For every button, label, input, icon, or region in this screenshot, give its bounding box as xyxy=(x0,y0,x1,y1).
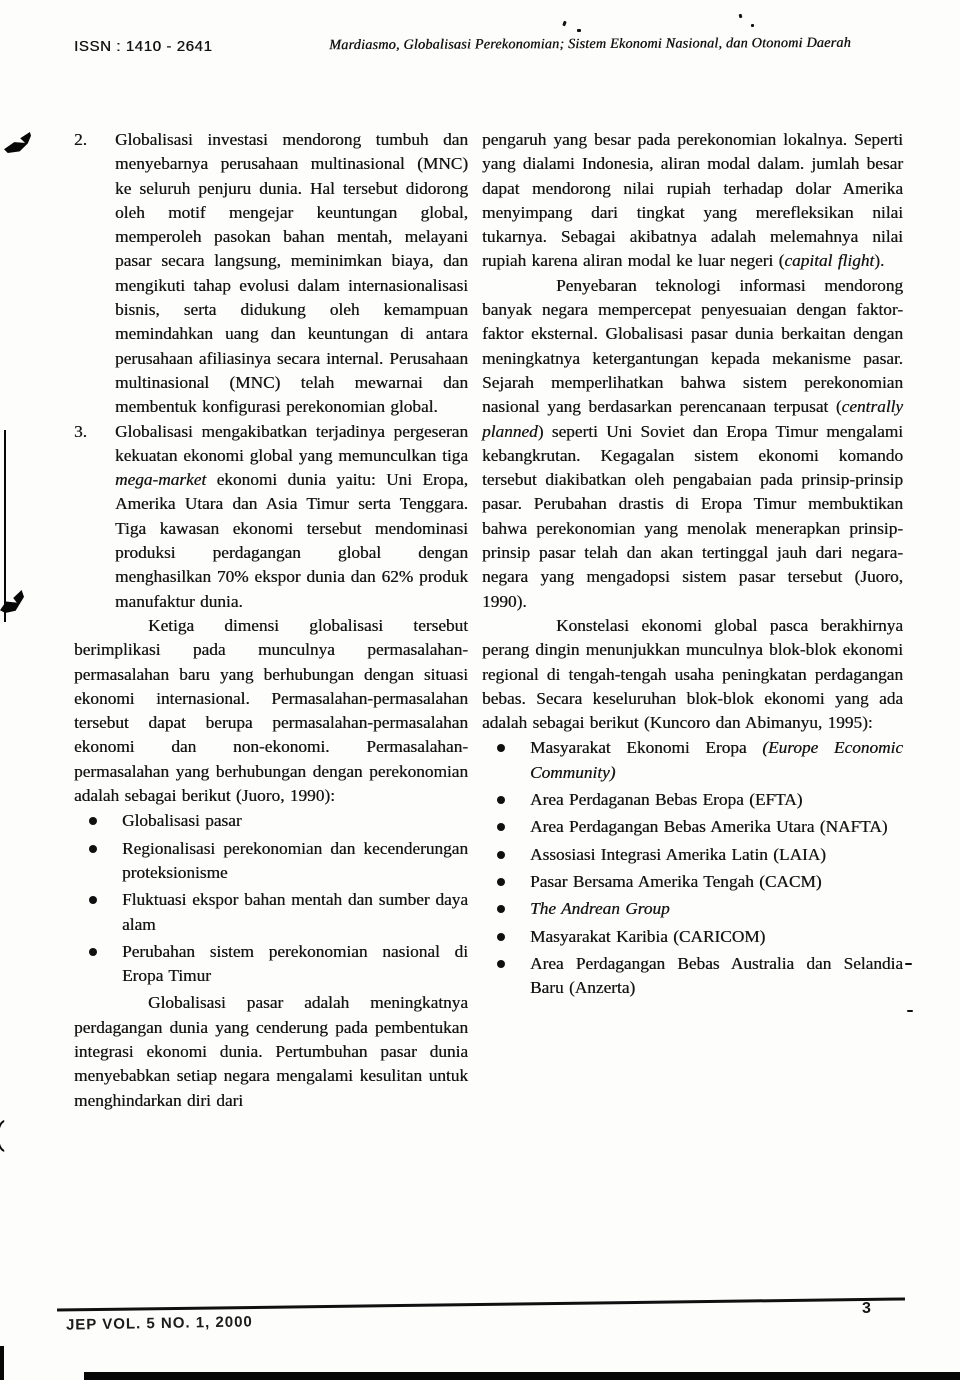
issn-label: ISSN : 1410 - 2641 xyxy=(74,38,213,55)
list-item: Regionalisasi perekonomian dan kecenderungan proteksionisme xyxy=(74,837,468,886)
list-item: Area Perdagangan Bebas Australia dan Selandia Baru (Anzerta) xyxy=(482,952,903,1001)
page-number: 3 xyxy=(862,1300,871,1317)
numbered-item-2 xyxy=(74,128,468,420)
list-item xyxy=(482,897,903,921)
footer-rule xyxy=(57,1297,905,1311)
paragraph-penyebaran: Penyebaran teknologi informasi mendorong banyak negara mempercepat penyesuaian dengan faktor-faktor eksternal. Globalisasi pasar dunia berkaitan dengan meningkatnya ketergantungan kepada mekanisme pasar. Sejarah memperlihatkan bahwa sistem perekonomian nasional yang berdasarkan perencanaan terpusat (centrally planned) seperti Uni Soviet dan Eropa Timur mengalami kebangkrutan. Kegagalan sistem ekonomi komando tersebut diakibatkan oleh pengabaian pada prinsip-prinsip pasar. Perubahan drastis di Eropa Timur membuktikan bahwa perekonomian yang menolak menerapkan prinsip-prinsip pasar telah dan akan tertinggal jauh dari negara-negara yang mengadopsi sistem pasar tersebut (Juoro, 1990). xyxy=(482,275,903,611)
journal-volume-label: JEP VOL. 5 NO. 1, 2000 xyxy=(65,1313,253,1334)
scan-mark-artifact xyxy=(0,1346,4,1380)
item-number: 3. xyxy=(74,421,87,441)
paragraph-globalisasi-pasar: Globalisasi pasar adalah meningkatnya perdagangan dunia yang cenderung pada pembentukan integrasi ekonomi dunia. Pertumbuhan pasar dunia menyebabkan setiap negara mengalami kesulitan untuk menghindarkan diri dari xyxy=(74,993,468,1110)
item-text: Globalisasi mengakibatkan terjadinya pergeseran kekuatan ekonomi global yang memunculkan tiga mega-market ekonomi dunia yaitu: Uni Eropa, Amerika Utara dan Asia Timur serta Tenggara. Tiga kawasan ekonomi tersebut mendominasi produksi perdagangan global dengan menghasilkan 70% ekspor dunia dan 62% produk manufaktur dunia. xyxy=(115,421,468,611)
italic-phrase: mega-market xyxy=(115,470,207,490)
bullet-list-left xyxy=(74,809,468,988)
italic-phrase: capital flight xyxy=(784,251,875,271)
list-item: Area Perdaganan Bebas Eropa (EFTA) xyxy=(482,788,903,812)
italic-phrase: (Europe Economic Community) xyxy=(530,738,903,782)
speck-artifact xyxy=(739,14,743,19)
bullet-list-right xyxy=(482,736,903,1000)
speck-artifact xyxy=(577,29,581,32)
column-right xyxy=(482,128,903,1003)
speck-artifact xyxy=(907,1010,913,1012)
list-item: Fluktuasi ekspor bahan mentah dan sumber daya alam xyxy=(74,888,468,937)
numbered-item-3 xyxy=(74,420,468,614)
item-text: Globalisasi investasi mendorong tumbuh dan menyebarnya perusahaan multinasional (MNC) ke seluruh penjuru dunia. Hal tersebut didorong oleh motif mengejar keuntungan global, memperoleh pasokan bahan mentah, melayani pasar secara langsung, meminimkan biaya, dan mengikuti tahap evolusi dalam internasionalisasi bisnis, serta didukung oleh kemampuan memindahkan uang dan keuntungan di antara perusahaan afiliasinya secara internal. Perusahaan multinasional (MNC) telah mewarnai dan membentuk konfigurasi perekonomian global. xyxy=(115,130,468,417)
column-left xyxy=(74,128,468,1113)
speck-artifact xyxy=(562,21,567,27)
list-item: Pasar Bersama Amerika Tengah (CACM) xyxy=(482,870,903,894)
ink-blob-artifact xyxy=(4,132,31,153)
speck-artifact xyxy=(751,24,754,27)
scan-edge-artifact xyxy=(84,1372,960,1380)
list-item: Globalisasi pasar xyxy=(74,809,468,833)
paragraph-ketiga: Ketiga dimensi globalisasi tersebut berimplikasi pada munculnya permasalahan-permasalahan baru yang berhubungan dengan situasi ekonomi internasional. Permasalahan-permasalahan tersebut dapat berupa permasalahan-permasalahan ekonomi dan non-ekonomi. Permasalahan-permasalahan yang berhubungan dengan perekonomian adalah sebagai berikut (Juoro, 1990): xyxy=(74,615,468,806)
list-item: Masyarakat Karibia (CARICOM) xyxy=(482,925,903,949)
scan-line-artifact xyxy=(4,430,6,622)
scan-mark-artifact xyxy=(0,1120,13,1152)
speck-artifact xyxy=(905,963,912,965)
list-item: Area Perdagangan Bebas Amerika Utara (NAFTA) xyxy=(482,815,903,839)
paragraph-konstelasi: Konstelasi ekonomi global pasca berakhirnya perang dingin menunjukkan munculnya blok-blok ekonomi regional di tengah-tengah usaha peningkatan perdagangan bebas. Secara keseluruhan blok-blok ekonomi yang ada adalah sebagai berikut (Kuncoro dan Abimanyu, 1995): xyxy=(482,615,903,733)
list-item: Masyarakat Ekonomi Eropa (Europe Economic Community) xyxy=(482,736,903,785)
list-item: Perubahan sistem perekonomian nasional di Eropa Timur xyxy=(74,940,468,989)
item-number: 2. xyxy=(74,130,87,149)
italic-phrase: The Andrean Group xyxy=(530,899,670,919)
paragraph-continuation: pengaruh yang besar pada perekonomian lokalnya. Seperti yang dialami Indonesia, aliran modal dalam. jumlah besar dapat mendorong nilai rupiah terhadap dolar Amerika menyimpang dari tingkat yang merefleksikan nilai tukarnya. Sebagai akibatnya adalah melemahnya nilai rupiah karena aliran modal ke luar negeri (capital flight). xyxy=(482,130,903,271)
running-title: Mardiasmo, Globalisasi Perekonomian; Sistem Ekonomi Nasional, dan Otonomi Daerah xyxy=(329,34,851,54)
italic-phrase: centrally planned xyxy=(482,397,903,441)
list-item: Assosiasi Integrasi Amerika Latin (LAIA) xyxy=(482,843,903,867)
